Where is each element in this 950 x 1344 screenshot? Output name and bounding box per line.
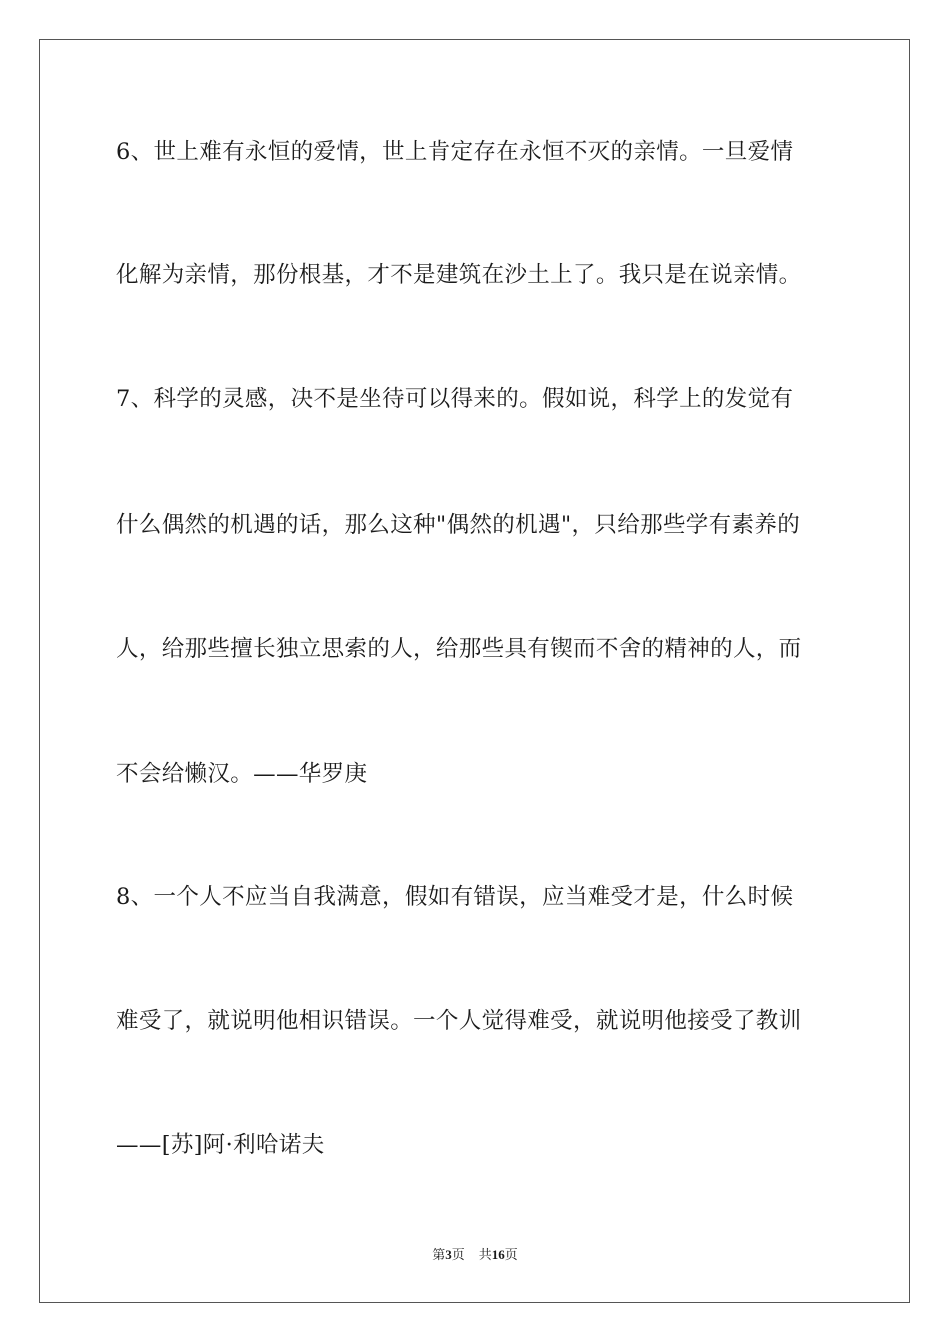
text-line: 6、世上难有永恒的爱情，世上肯定存在永恒不灭的亲情。一旦爱情 [116, 139, 794, 165]
text-line: 人，给那些擅长独立思索的人，给那些具有锲而不舍的精神的人，而 [116, 636, 802, 662]
page-suffix: 页 [451, 1247, 465, 1262]
text-line: 难受了，就说明他相识错误。一个人觉得难受，就说明他接受了教训 [116, 1008, 802, 1034]
page-total: 16 [491, 1247, 505, 1262]
page-footer [0, 1246, 950, 1264]
page-frame [39, 39, 910, 1303]
text-line: 化解为亲情，那份根基，才不是建筑在沙土上了。我只是在说亲情。 [116, 262, 802, 288]
text-line: 什么偶然的机遇的话，那么这种"偶然的机遇"，只给那些学有素养的 [116, 512, 801, 538]
text-line: 7、科学的灵感，决不是坐待可以得来的。假如说，科学上的发觉有 [116, 386, 794, 412]
total-suffix: 页 [504, 1247, 518, 1262]
total-prefix: 共 [478, 1247, 492, 1262]
text-line: 8、一个人不应当自我满意，假如有错误，应当难受才是，什么时候 [116, 884, 794, 910]
text-line: ——[苏]阿·利哈诺夫 [116, 1132, 325, 1158]
page-prefix: 第 [432, 1247, 446, 1262]
page-number: 3 [445, 1247, 452, 1262]
text-line: 不会给懒汉。——华罗庚 [116, 761, 368, 787]
